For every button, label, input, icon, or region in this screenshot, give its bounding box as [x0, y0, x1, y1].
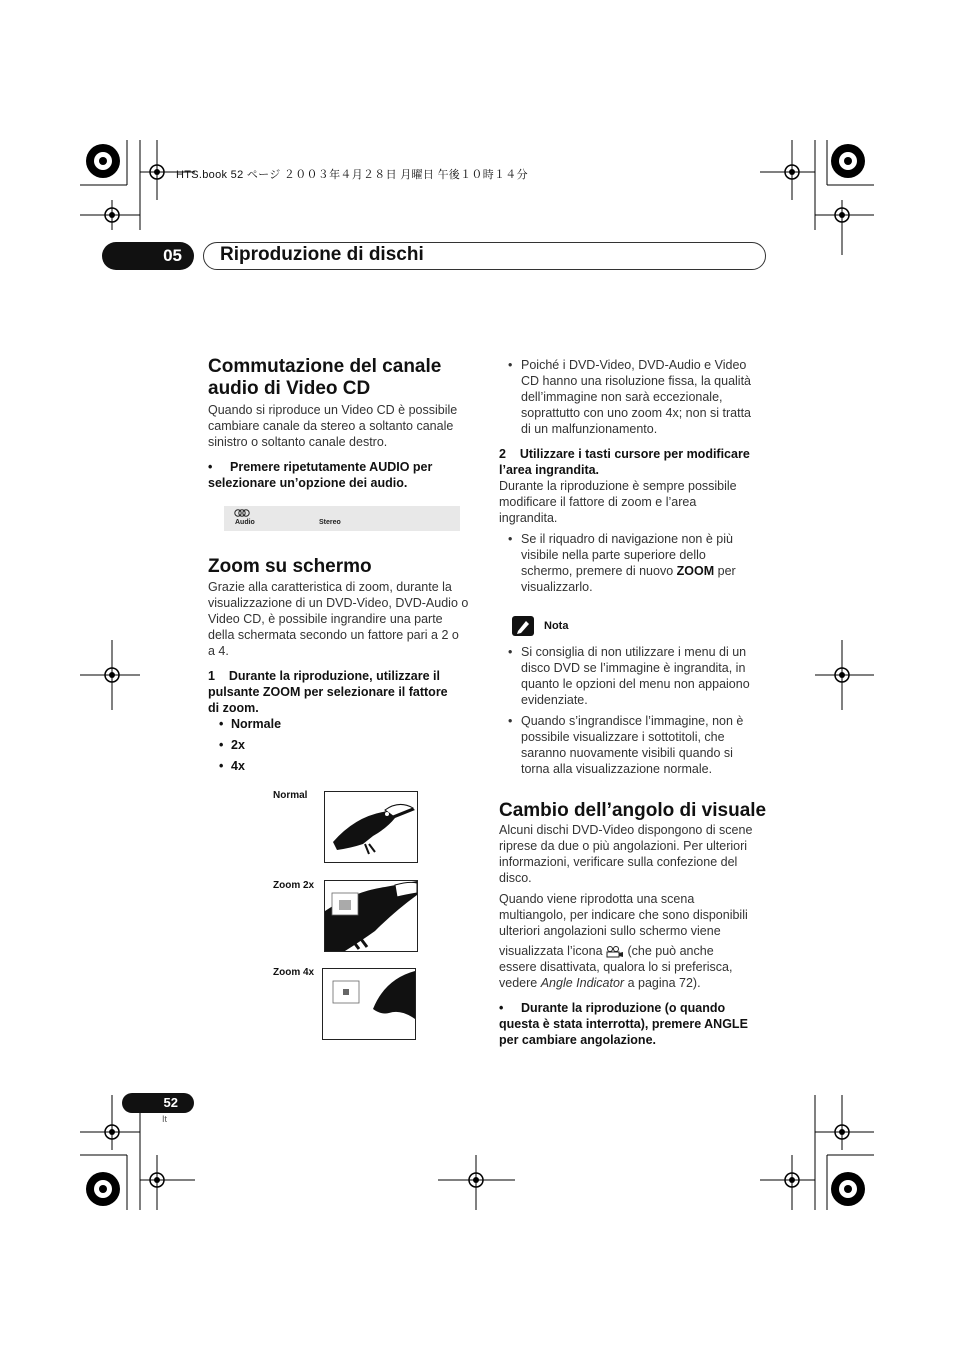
step2-paragraph-l1: Durante la riproduzione è sempre possibile	[499, 479, 737, 493]
zoom-paragraph-l5: a 4.	[208, 644, 229, 658]
zoom-quality-note-l3: dell’immagine non sarà eccezionale,	[521, 390, 723, 404]
zoom-paragraph-l3: Video CD, è possibile ingrandire una parte	[208, 612, 443, 626]
page-number-badge: 52	[122, 1093, 194, 1113]
note-heading: Nota	[544, 620, 569, 632]
zoom-option-4x: 4x	[231, 759, 245, 773]
osd-audio-label: Audio	[235, 519, 255, 526]
navigation-frame-note-l2: visibile nella parte superiore dello	[521, 548, 706, 562]
note-subtitles-l2: possibile visualizzare i sottotitoli, che	[521, 730, 725, 744]
angle-paragraph2-l5: essere disattivata, qualora lo si preferisca,	[499, 960, 733, 974]
navigation-frame-note-l3a: schermo, premere di nuovo	[521, 564, 677, 578]
angle-paragraph2-l6	[499, 975, 701, 991]
note-subtitles-l4: torna alla visualizzazione normale.	[521, 762, 713, 776]
toucan-zoom4x-image	[323, 969, 415, 1039]
angle-paragraph2-l6a: vedere	[499, 976, 541, 990]
angle-paragraph1-l3: informazioni, verificare sulla confezione del	[499, 855, 738, 869]
zoom-step1-l2: pulsante ZOOM per selezionare il fattore	[208, 685, 448, 699]
chapter-number-badge: 05	[102, 242, 194, 270]
note-menu-warning-l3: quanto le opzioni del menu non appaiono	[521, 677, 750, 691]
note-subtitles-l3: saranno nuovamente visibili quando si	[521, 746, 733, 760]
angle-paragraph2-l1: Quando viene riprodotta una scena	[499, 892, 695, 906]
bullet-dot: •	[508, 645, 513, 659]
zoom-step2-l2: l’area ingrandita.	[499, 463, 600, 477]
angle-step-bullet: •	[499, 1001, 504, 1015]
bullet-dot: •	[508, 532, 513, 546]
note-menu-warning	[508, 644, 750, 708]
zoom-paragraph-l1: Grazie alla caratteristica di zoom, durante la	[208, 580, 452, 594]
section-title-audio-l1: Commutazione del canale	[208, 356, 442, 377]
zoom-step1-l1: 1 Durante la riproduzione, utilizzare il	[208, 669, 440, 683]
note-pencil-icon	[512, 616, 534, 636]
zoom-option-bullet: •	[219, 738, 224, 752]
angle-paragraph1-l4: disco.	[499, 871, 532, 885]
note-subtitles	[508, 713, 744, 777]
section-title-zoom: Zoom su schermo	[208, 556, 372, 577]
zoom-option-bullet: •	[219, 717, 224, 731]
navigation-frame-note-l3c: per	[714, 564, 736, 578]
note-menu-warning-l2: disco DVD se l’immagine è ingrandita, in	[521, 661, 746, 675]
angle-step-l1: Durante la riproduzione (o quando	[521, 1001, 726, 1015]
note-menu-warning-l4: evidenziate.	[521, 693, 588, 707]
audio-paragraph-l1: Quando si riproduce un Video CD è possibile	[208, 403, 458, 417]
zoom-option-bullet: •	[219, 759, 224, 773]
navigation-frame-note	[508, 531, 736, 595]
zoom-paragraph-l4: della schermata secondo un fattore pari a 2 o	[208, 628, 459, 642]
step2-paragraph-l3: ingrandita.	[499, 511, 558, 525]
angle-paragraph1-l2: riprese da due o più angolazioni. Per ulteriori	[499, 839, 748, 853]
navigation-frame-note-l1: Se il riquadro di navigazione non è più	[521, 532, 733, 546]
language-code: It	[162, 1114, 168, 1124]
zoom-step1-l3: di zoom.	[208, 701, 259, 715]
zoom-key: ZOOM	[676, 564, 715, 578]
angle-paragraph2-l6c: a pagina 72).	[624, 976, 701, 990]
zoom-quality-note-l5: di un malfunzionamento.	[521, 422, 658, 436]
zoom-paragraph-l2: visualizzazione di un DVD-Video, DVD-Audio o	[208, 596, 469, 610]
zoom-quality-note-l2: CD hanno una risoluzione fissa, la qualità	[521, 374, 751, 388]
print-header-meta: HTS.book 52 ページ ２００３年４月２８日 月曜日 午後１０時１４分	[176, 169, 528, 181]
audio-osd-display	[224, 506, 460, 531]
angle-step-l3: per cambiare angolazione.	[499, 1033, 656, 1047]
angle-paragraph2-l3: ulteriori angolazioni sullo schermo viene	[499, 924, 721, 938]
note-menu-warning-l1: Si consiglia di non utilizzare i menu di un	[521, 645, 747, 659]
audio-icon	[234, 509, 250, 517]
angle-paragraph2-l2: multiangolo, per indicare che sono disponibili	[499, 908, 748, 922]
zoom-option-normale: Normale	[231, 717, 282, 731]
toucan-zoom2x-illustration	[324, 880, 418, 952]
angle-indicator-ref: Angle Indicator	[540, 976, 625, 990]
toucan-zoom4x-illustration	[322, 968, 416, 1040]
angle-paragraph2-l4a: visualizzata l’icona	[499, 944, 606, 958]
section-title-audio-l2: audio di Video CD	[208, 378, 371, 399]
zoom-option-2x: 2x	[231, 738, 245, 752]
chapter-title: Riproduzione di dischi	[220, 244, 424, 265]
audio-step-l2: selezionare un’opzione dei audio.	[208, 476, 408, 490]
illustration-label-normal: Normal	[273, 790, 308, 801]
angle-step-l2: questa è stata interrotta), premere ANGLE	[499, 1017, 748, 1031]
navigation-frame-note-l3	[521, 563, 736, 579]
bullet-dot: •	[508, 358, 513, 372]
zoom-quality-note-l1: Poiché i DVD-Video, DVD-Audio e Video	[521, 358, 747, 372]
bullet-dot: •	[508, 714, 513, 728]
step2-paragraph-l2: modificare il fattore di zoom e l’area	[499, 495, 697, 509]
zoom-quality-note	[508, 357, 751, 437]
illustration-label-zoom4x: Zoom 4x	[273, 967, 315, 978]
illustration-label-zoom2x: Zoom 2x	[273, 880, 315, 891]
zoom-step2-l1: 2 Utilizzare i tasti cursore per modificare	[499, 447, 750, 461]
angle-paragraph2-l4	[499, 943, 714, 959]
audio-paragraph-l2: cambiare canale da stereo a soltanto canale	[208, 419, 454, 433]
audio-step-bullet: •	[208, 460, 213, 474]
angle-paragraph1-l1: Alcuni dischi DVD-Video dispongono di scene	[499, 823, 753, 837]
note-subtitles-l1: Quando s’ingrandisce l’immagine, non è	[521, 714, 744, 728]
audio-step-l1: Premere ripetutamente AUDIO per	[230, 460, 433, 474]
section-title-angle: Cambio dell’angolo di visuale	[499, 800, 767, 821]
angle-camera-icon	[606, 946, 624, 958]
audio-paragraph-l3: sinistro o soltanto canale destro.	[208, 435, 388, 449]
toucan-zoom2x-image	[325, 881, 417, 951]
toucan-normal-illustration	[324, 791, 418, 863]
zoom-quality-note-l4: soprattutto con uno zoom 4x; non si tratta	[521, 406, 751, 420]
navigation-frame-note-l4: visualizzarlo.	[521, 580, 593, 594]
angle-paragraph2-l4b: (che può anche	[624, 944, 714, 958]
osd-stereo-value: Stereo	[319, 519, 341, 526]
toucan-image	[325, 792, 417, 862]
